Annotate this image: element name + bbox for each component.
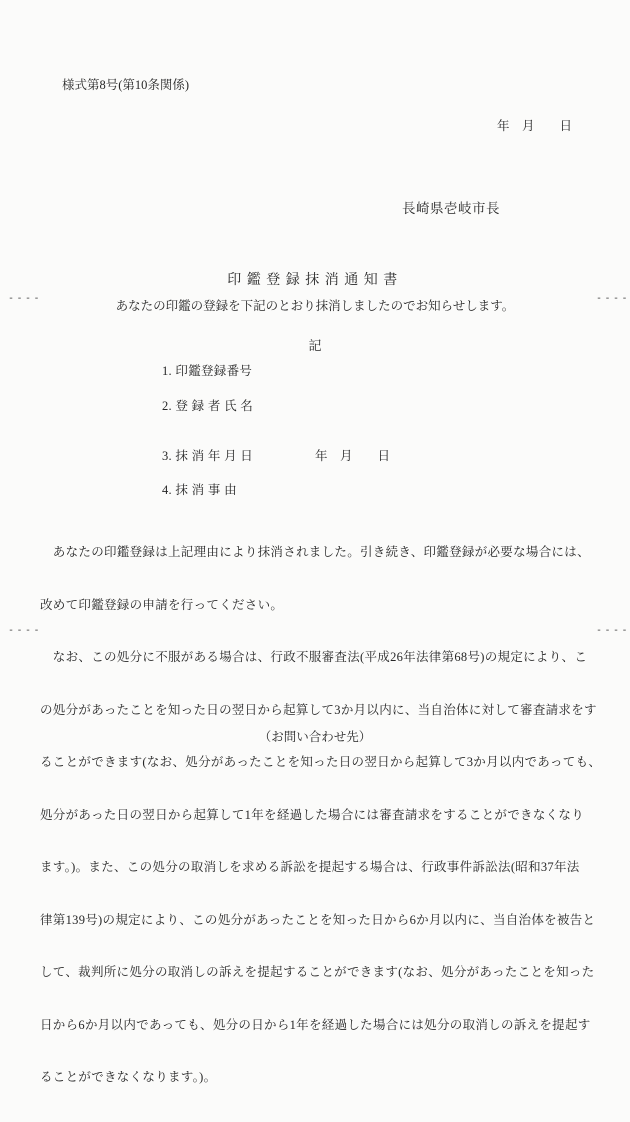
addressee-mayor-name: 長崎県壱岐市長: [402, 201, 500, 216]
body-line: 日から6か月以内であっても、処分の日から1年を経過した場合には処分の取消しの訴えを提起す: [40, 1017, 591, 1032]
body-line: ることができます(なお、処分があったことを知った日の翌日から起算して3か月以内であっても、: [40, 755, 602, 769]
issue-date-placeholder: 年 月 日: [497, 119, 573, 133]
body-line: して、裁判所に処分の取消しの訴えを提起することができます(なお、処分があったことを知った: [40, 965, 595, 979]
lead-sentence: あなたの印鑑の登録を下記のとおり抹消しましたのでお知らせします。: [115, 299, 515, 313]
body-line: 処分があった日の翌日から起算して1年を経過した場合には審査請求をすることができなくなり: [40, 807, 585, 822]
registration-mark-icon: ----: [8, 293, 43, 304]
body-line: ます。)。また、この処分の取消しを求める訴訟を提起する場合は、行政事件訴訟法(昭和37年法: [40, 860, 580, 874]
body-paragraphs: [40, 509, 600, 1122]
item-cancellation-date: 3. 抹 消 年 月 日: [162, 449, 254, 463]
cancellation-date-placeholder: 年 月 日: [315, 449, 391, 463]
body-line: の処分があったことを知った日の翌日から起算して3か月以内に、当自治体に対して審査請求をす: [40, 702, 597, 717]
contact-heading: （お問い合わせ先）: [258, 730, 372, 744]
registration-mark-icon: ----: [596, 293, 630, 304]
item-cancellation-reason: 4. 抹 消 事 由: [162, 483, 237, 497]
body-line: あなたの印鑑登録は上記理由により抹消されました。引き続き、印鑑登録が必要な場合には、: [40, 545, 590, 559]
body-line: ることができなくなります。)。: [40, 1070, 217, 1084]
registration-mark-icon: ----: [8, 625, 43, 636]
item-seal-registration-number: 1. 印鑑登録番号: [162, 364, 253, 378]
body-line: 律第139号)の規定により、この処分があったことを知った日から6か月以内に、当自治体を被告と: [40, 912, 596, 927]
form-number: 様式第8号(第10条関係): [62, 78, 190, 92]
registration-mark-icon: ----: [596, 625, 630, 636]
record-heading: 記: [308, 338, 322, 353]
document-title: 印鑑登録抹消通知書: [227, 273, 403, 288]
body-line: なお、この処分に不服がある場合は、行政不服審査法(平成26年法律第68号)の規定により、こ: [40, 650, 588, 664]
body-line: 改めて印鑑登録の申請を行ってください。: [40, 597, 284, 612]
item-registrant-name: 2. 登 録 者 氏 名: [162, 399, 254, 413]
